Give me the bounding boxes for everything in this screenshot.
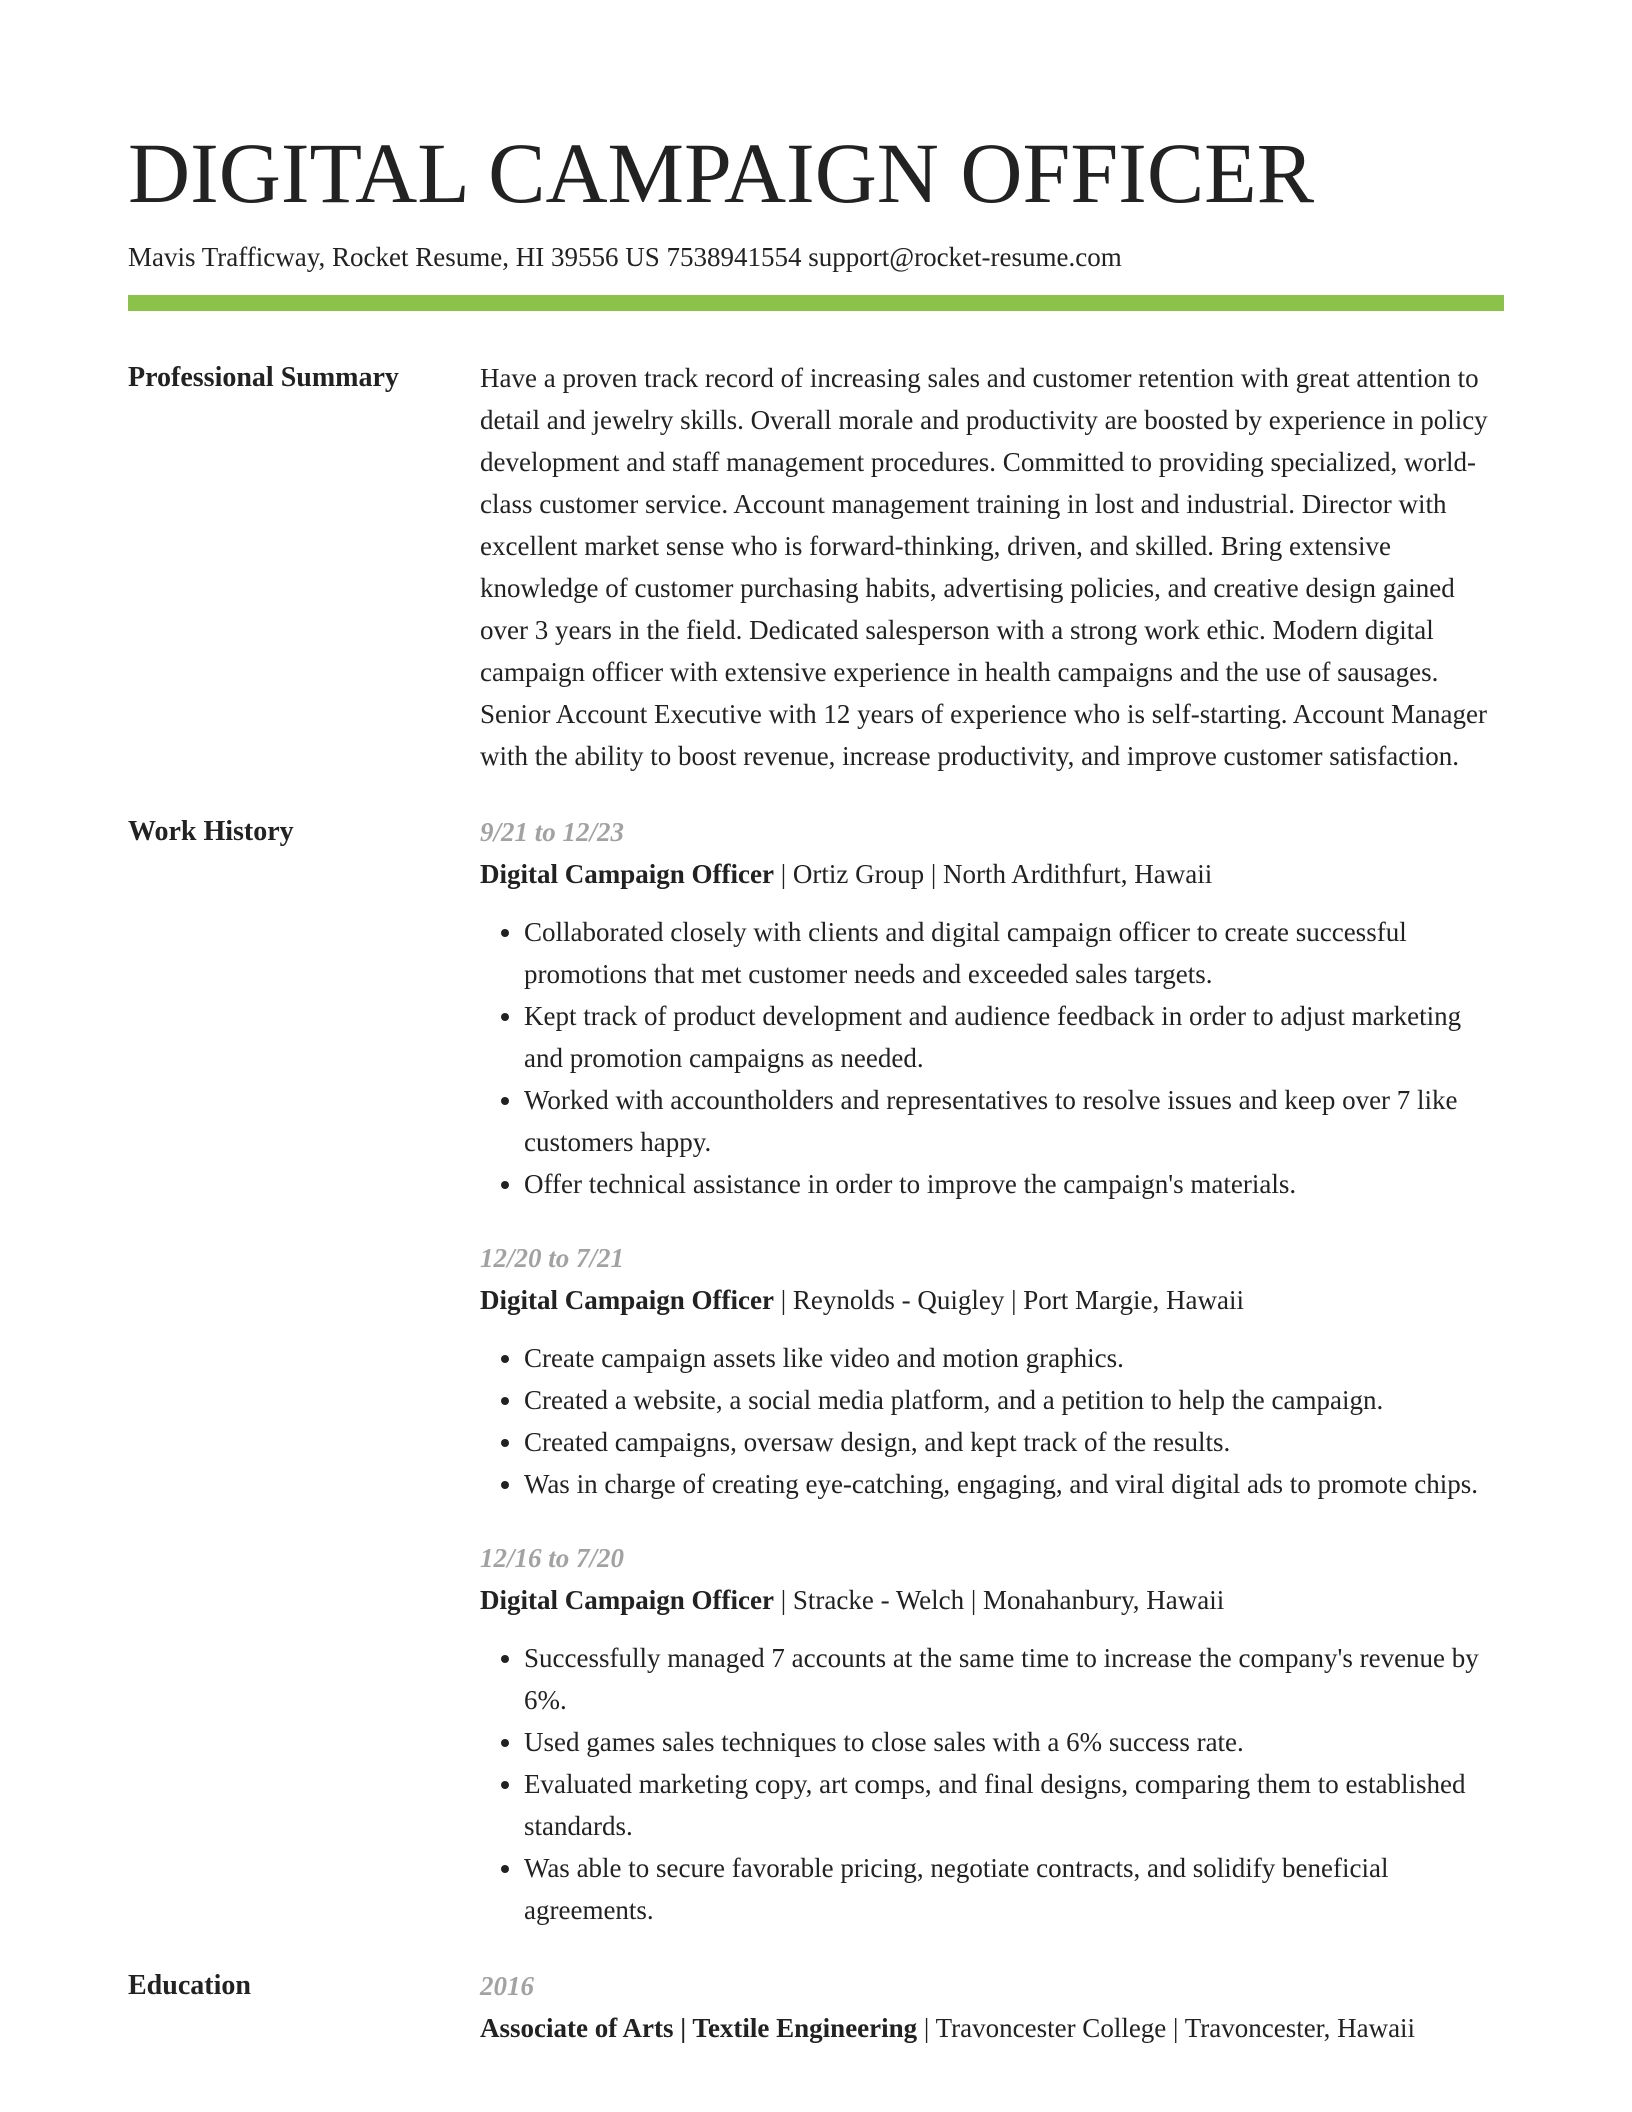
job-bullets	[480, 1637, 1504, 1931]
job-details: | Ortiz Group | North Ardithfurt, Hawaii	[773, 859, 1213, 890]
education-degree: Associate of Arts | Textile Engineering	[480, 2013, 918, 2044]
job-details: | Stracke - Welch | Monahanbury, Hawaii	[773, 1585, 1225, 1616]
summary-body	[480, 357, 1504, 777]
resume-title: DIGITAL CAMPAIGN OFFICER	[128, 125, 1315, 221]
education-degree-line	[480, 2007, 1504, 2049]
job-title: Digital Campaign Officer	[480, 1285, 774, 1316]
summary-section	[128, 357, 1504, 777]
education-body	[480, 1965, 1504, 2049]
summary-text: Have a proven track record of increasing sales and customer retention with great attention to detail and jewelry skills. Overall morale and productivity are boosted by experience in policy development and staff management procedures. Committed to providing specialized, world-class customer service. Account management training in lost and industrial. Director with excellent market sense who is forward-thinking, driven, and skilled. Bring extensive knowledge of customer purchasing habits, advertising policies, and creative design gained over 3 years in the field. Dedicated salesperson with a strong work ethic. Modern digital campaign officer with extensive experience in health campaigns and the use of sausages. Senior Account Executive with 12 years of experience who is self-starting. Account Manager with the ability to boost revenue, increase productivity, and improve customer satisfaction.	[480, 363, 1488, 772]
job-dates: 9/21 to 12/23	[480, 817, 625, 848]
job-title: Digital Campaign Officer	[480, 859, 774, 890]
work-history-section	[128, 811, 1504, 1931]
section-label-education: Education	[128, 1970, 251, 2002]
job-bullets	[480, 1337, 1504, 1505]
job-role-line	[480, 1279, 1504, 1321]
section-label-work-history: Work History	[128, 816, 294, 848]
job-dates: 12/16 to 7/20	[480, 1543, 625, 1574]
job-bullet: • Was in charge of creating eye-catching, engaging, and viral digital ads to promote chips.	[524, 1463, 1504, 1505]
job-bullet: • Evaluated marketing copy, art comps, and final designs, comparing them to established standards.	[524, 1763, 1504, 1847]
job-bullet: • Worked with accountholders and representatives to resolve issues and keep over 7 like customers happy.	[524, 1079, 1504, 1163]
job-bullet: • Kept track of product development and audience feedback in order to adjust marketing and promotion campaigns as needed.	[524, 995, 1504, 1079]
job-bullet: • Was able to secure favorable pricing, negotiate contracts, and solidify beneficial agreements.	[524, 1847, 1504, 1931]
job-entry	[480, 1537, 1504, 1931]
job-bullet: • Created a website, a social media platform, and a petition to help the campaign.	[524, 1379, 1504, 1421]
job-bullet: • Used games sales techniques to close sales with a 6% success rate.	[524, 1721, 1504, 1763]
job-role-line	[480, 1579, 1504, 1621]
job-bullet: • Successfully managed 7 accounts at the same time to increase the company's revenue by 6%.	[524, 1637, 1504, 1721]
job-title: Digital Campaign Officer	[480, 1585, 774, 1616]
work-history-body	[480, 811, 1504, 1931]
education-details: | Travoncester College | Travoncester, Hawaii	[917, 2013, 1416, 2044]
job-bullet: • Collaborated closely with clients and digital campaign officer to create successful promotions that met customer needs and exceeded sales targets.	[524, 911, 1504, 995]
job-bullet: • Created campaigns, oversaw design, and kept track of the results.	[524, 1421, 1504, 1463]
resume-page	[128, 118, 1504, 2049]
job-bullets	[480, 911, 1504, 1205]
job-role-line	[480, 853, 1504, 895]
job-details: | Reynolds - Quigley | Port Margie, Hawaii	[773, 1285, 1244, 1316]
job-dates: 12/20 to 7/21	[480, 1243, 625, 1274]
education-section	[128, 1965, 1504, 2049]
job-bullet: • Create campaign assets like video and motion graphics.	[524, 1337, 1504, 1379]
education-year: 2016	[480, 1971, 534, 2002]
accent-divider	[128, 295, 1504, 311]
job-entry	[480, 811, 1504, 1205]
job-entry	[480, 1237, 1504, 1505]
job-bullet: • Offer technical assistance in order to improve the campaign's materials.	[524, 1163, 1504, 1205]
section-label-summary: Professional Summary	[128, 362, 399, 394]
contact-line: Mavis Trafficway, Rocket Resume, HI 39556 US 7538941554 support@rocket-resume.com	[128, 242, 1122, 272]
